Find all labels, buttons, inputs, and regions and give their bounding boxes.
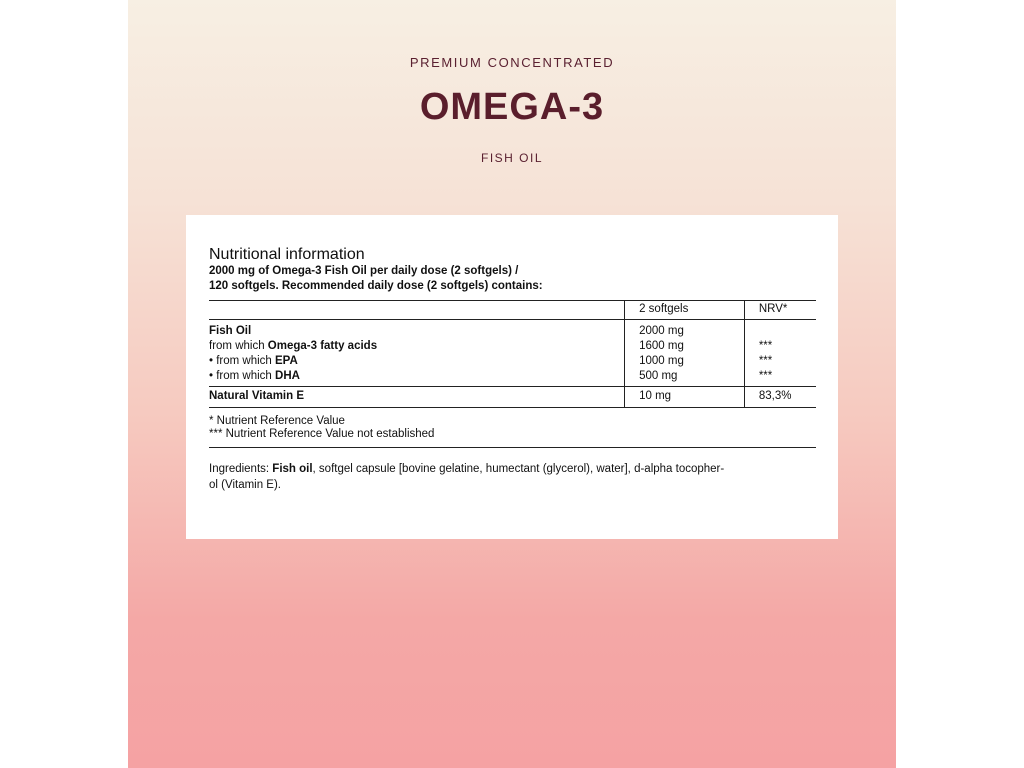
ingredients-rest-line1: , softgel capsule [bovine gelatine, humectant (glycerol), water], d-alpha tocopher- — [312, 463, 725, 475]
ingredients-text — [209, 461, 816, 493]
header-amount: 2 softgels — [625, 301, 745, 320]
row-epa-label — [209, 354, 625, 369]
row-dha-nrv: *** — [744, 369, 816, 387]
nutrition-card — [186, 215, 838, 539]
product-background — [128, 0, 896, 768]
table-header-row — [209, 301, 816, 320]
row-vitamin-e-nrv: 83,3% — [744, 387, 816, 408]
ingredients-rest-line2: ol (Vitamin E). — [209, 479, 282, 491]
row-omega3-nrv: *** — [744, 339, 816, 354]
nutrition-intro-line2: 120 softgels. Recommended daily dose (2 softgels) contains: — [209, 280, 543, 292]
row-dha-amount: 500 mg — [625, 369, 745, 387]
header-nrv: NRV* — [744, 301, 816, 320]
row-omega3-name: Omega-3 fatty acids — [267, 340, 378, 352]
footnote-not-established: *** Nutrient Reference Value not established — [209, 428, 435, 440]
row-vitamin-e-label: Natural Vitamin E — [209, 387, 625, 408]
table-row — [209, 320, 816, 340]
nutrition-table — [209, 300, 816, 408]
row-epa-nrv: *** — [744, 354, 816, 369]
row-epa-prefix: • from which — [209, 355, 276, 367]
row-dha-name: DHA — [275, 370, 300, 382]
nutrition-content — [209, 246, 816, 493]
row-omega3-prefix: from which — [209, 340, 268, 352]
table-row — [209, 387, 816, 408]
table-row — [209, 339, 816, 354]
table-row — [209, 369, 816, 387]
product-eyebrow: PREMIUM CONCENTRATED — [409, 55, 615, 70]
row-fish-oil-label: Fish Oil — [209, 325, 252, 337]
footnotes — [209, 415, 816, 448]
product-subtitle: FISH OIL — [480, 151, 543, 165]
row-fish-oil-nrv — [744, 320, 816, 340]
row-dha-prefix: • from which — [209, 370, 276, 382]
row-omega3-label — [209, 339, 625, 354]
ingredients-fish-oil: Fish oil — [272, 463, 313, 475]
nutrition-heading: Nutritional information — [209, 246, 365, 263]
nutrition-intro-line1: 2000 mg of Omega-3 Fish Oil per daily dose (2 softgels) / — [209, 265, 519, 277]
row-epa-name: EPA — [275, 355, 298, 367]
row-dha-label — [209, 369, 625, 387]
table-row — [209, 354, 816, 369]
ingredients-prefix: Ingredients: — [209, 463, 273, 475]
row-epa-amount: 1000 mg — [625, 354, 745, 369]
header-empty-cell — [209, 301, 625, 320]
footnote-nrv: * Nutrient Reference Value — [209, 415, 345, 427]
row-omega3-amount: 1600 mg — [625, 339, 745, 354]
row-fish-oil-amount: 2000 mg — [625, 320, 745, 340]
product-title: OMEGA-3 — [419, 86, 605, 128]
row-vitamin-e-amount: 10 mg — [625, 387, 745, 408]
